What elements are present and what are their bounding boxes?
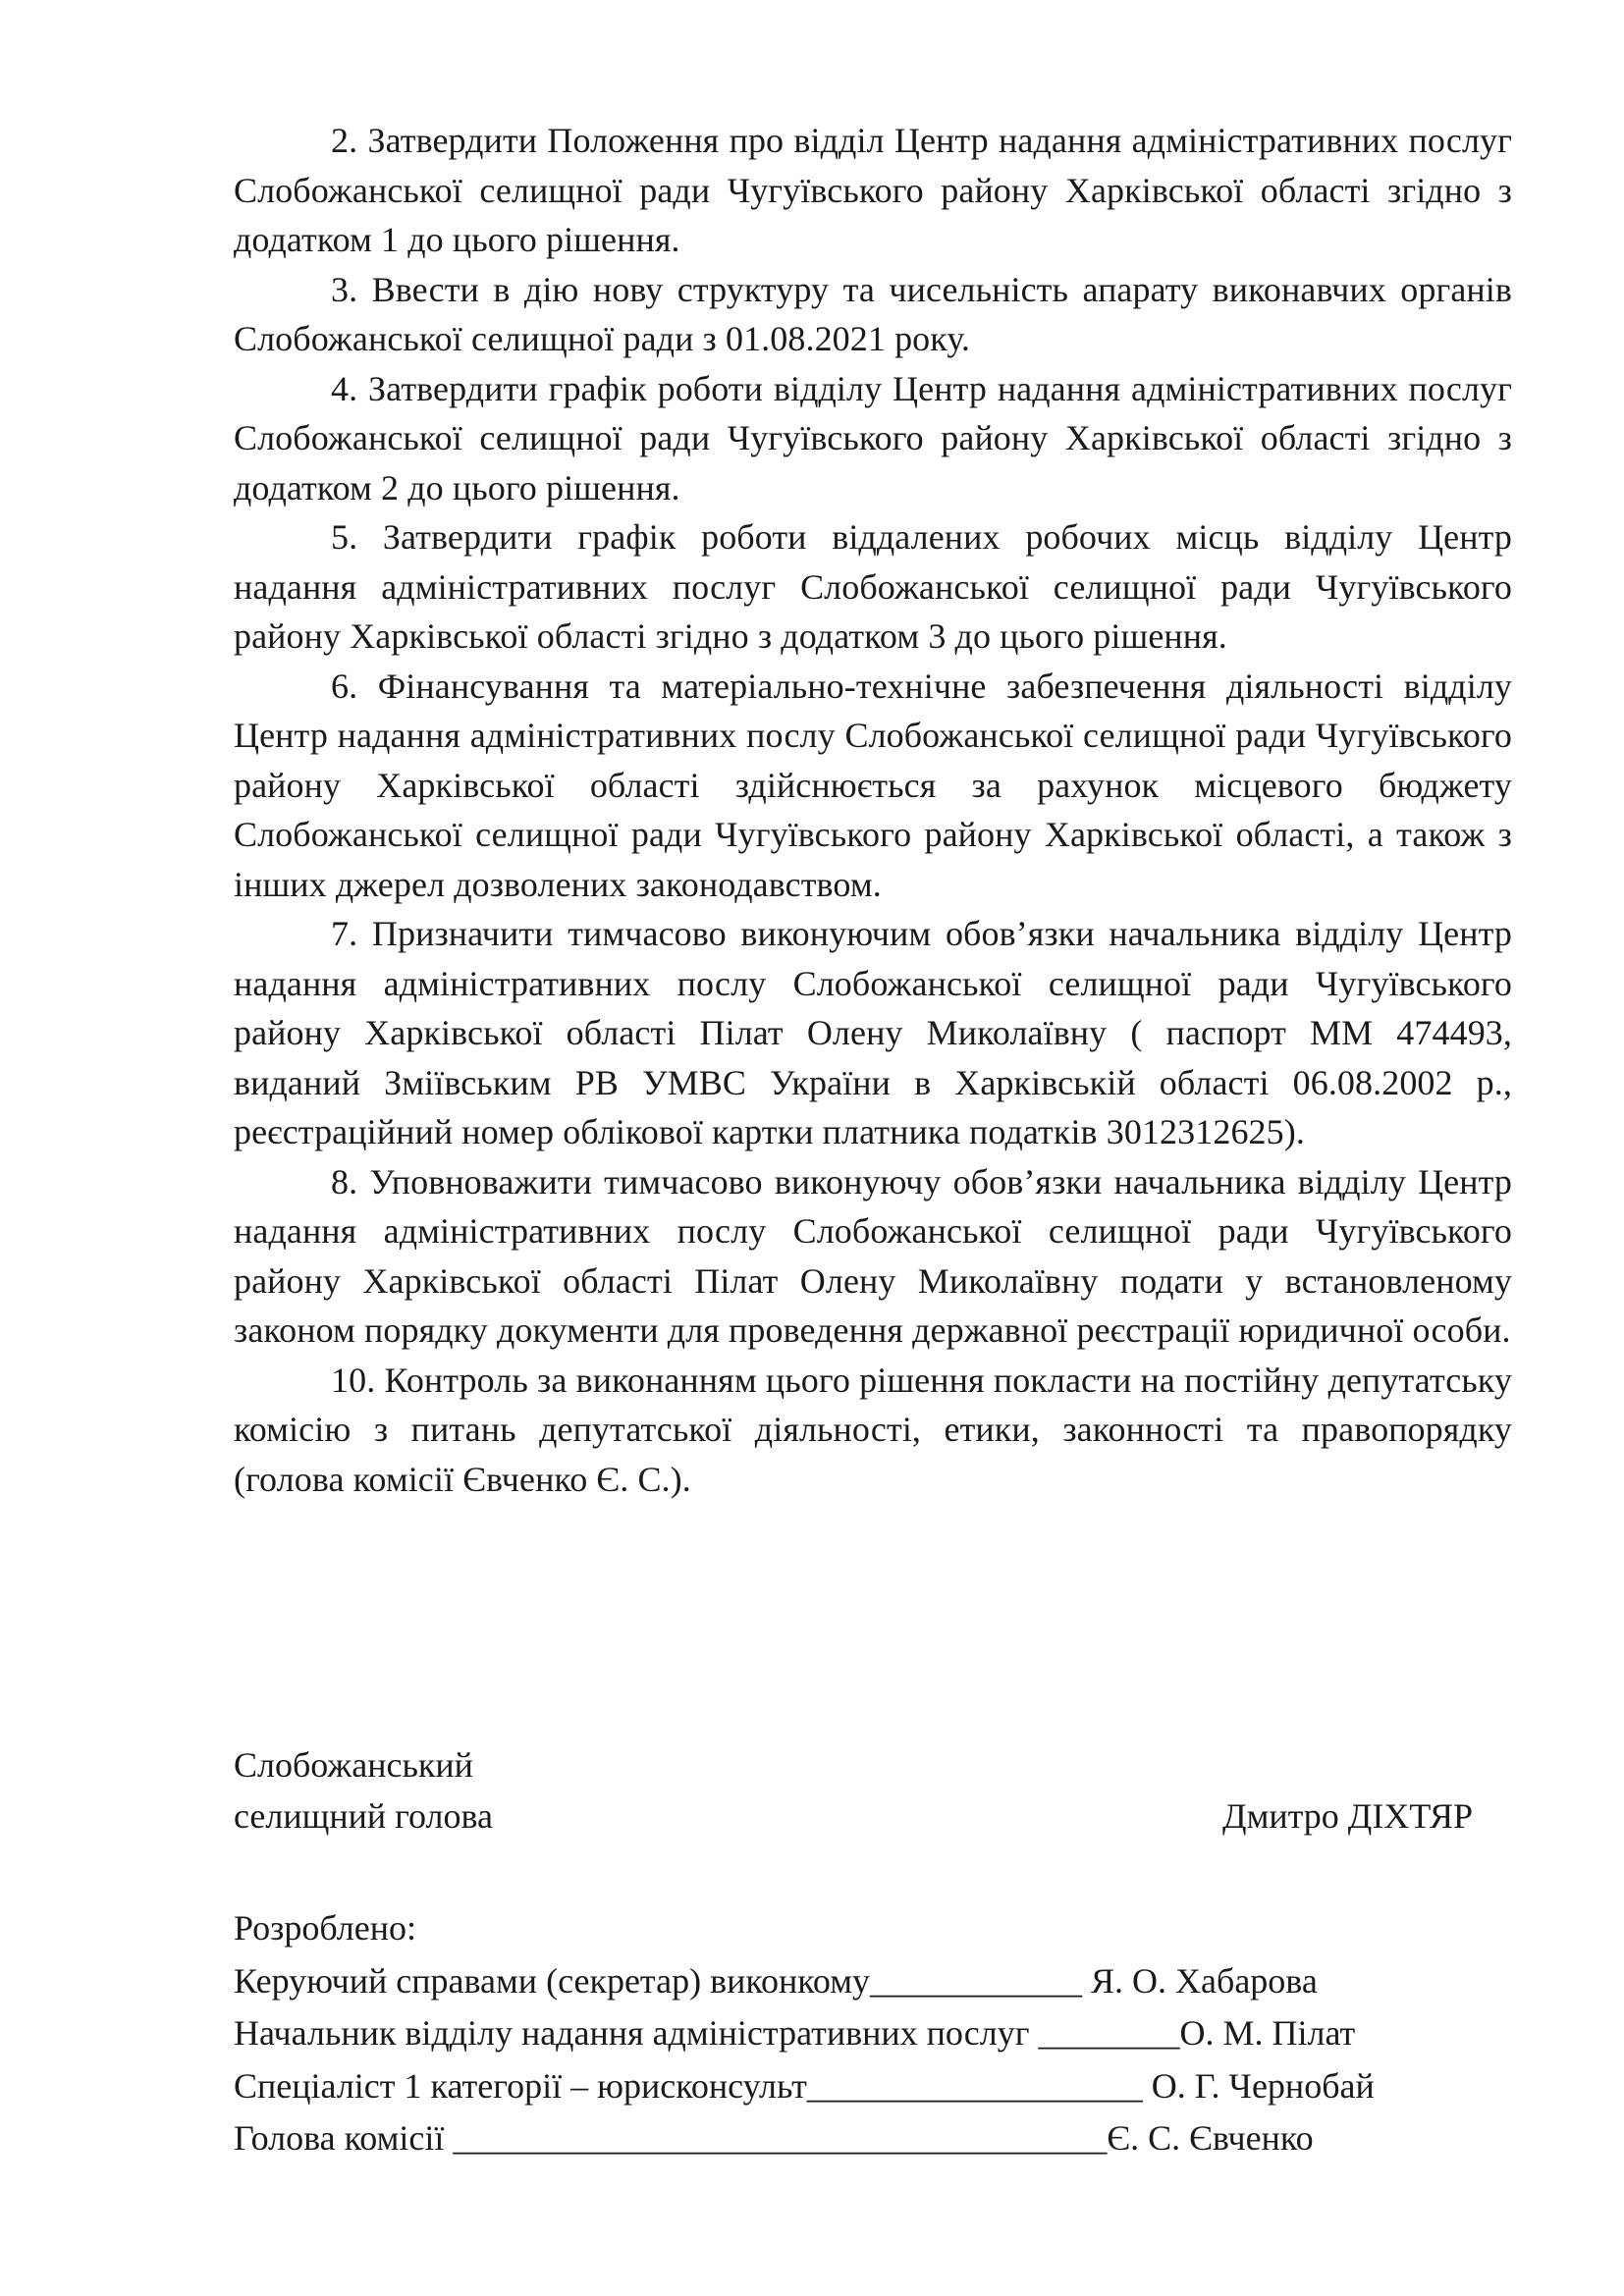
developed-heading: Розроблено: <box>234 1908 416 1948</box>
signature-line <box>234 1790 1510 1842</box>
paragraph-item-8: 8. Уповноважити тимчасово виконуючу обов’язки начальника відділу Центр надання адміністративних послу Слобожанської селищної ради Чугуївського району Харківської області Пілат Олену Миколаївну подати у встановленому законом порядку документи для проведення державної реєстрації юридичної особи. <box>234 1161 1512 1350</box>
document-body <box>234 116 1512 1504</box>
developed-by-block <box>234 1902 1540 2165</box>
developer-line: Спеціаліст 1 категорії – юрисконсульт___________________ О. Г. Чернобай <box>234 2065 1375 2106</box>
signature-name: Дмитро ДІХТЯР <box>1222 1796 1473 1836</box>
developer-line: Начальник відділу надання адміністративних послуг ________О. М. Пілат <box>234 2013 1356 2053</box>
paragraph-item-6: 6. Фінансування та матеріально-технічне забезпечення діяльності відділу Центр надання адміністративних послу Слобожанської селищної ради Чугуївського району Харківської області здійснюється за рахунок місцевого бюджету Слобожанської селищної ради Чугуївського району Харківської області, а також з інших джерел дозволених законодавством. <box>234 666 1512 904</box>
paragraph-item-4: 4. Затвердити графік роботи відділу Центр надання адміністративних послуг Слобожанської селищної ради Чугуївського району Харківської області згідно з додатком 2 до цього рішення. <box>234 368 1512 507</box>
paragraph-item-3: 3. Ввести в дію нову структуру та чисельність апарату виконавчих органів Слобожанської селищної ради з 01.08.2021 року. <box>234 269 1512 358</box>
developer-line: Голова комісії _____________________________________Є. С. Євченко <box>234 2118 1314 2158</box>
signature-title-line2: селищний голова <box>234 1796 494 1836</box>
signature-block <box>234 1739 1510 1842</box>
paragraph-item-10: 10. Контроль за виконанням цього рішення покласти на постійну депутатську комісію з питань депутатської діяльності, етики, законності та правопорядку (голова комісії Євченко Є. С.). <box>234 1360 1512 1499</box>
signature-title-line1: Слобожанський <box>234 1745 473 1785</box>
paragraph-item-7: 7. Призначити тимчасово виконуючим обов’язки начальника відділу Центр надання адміністративних послу Слобожанської селищної ради Чугуївського району Харківської області Пілат Олену Миколаївну ( паспорт ММ 474493, виданий Зміївським РВ УМВС України в Харківській області 06.08.2002 р., реєстраційний номер облікової картки платника податків 3012312625). <box>234 914 1512 1151</box>
developer-line: Керуючий справами (секретар) виконкому____________ Я. О. Хабарова <box>234 1960 1318 2001</box>
paragraph-item-5: 5. Затвердити графік роботи віддалених робочих місць відділу Центр надання адміністративних послуг Слобожанської селищної ради Чугуївського району Харківської області згідно з додатком 3 до цього рішення. <box>234 517 1512 656</box>
paragraph-item-2: 2. Затвердити Положення про відділ Центр надання адміністративних послуг Слобожанської селищної ради Чугуївського району Харківської області згідно з додатком 1 до цього рішення. <box>234 121 1512 259</box>
